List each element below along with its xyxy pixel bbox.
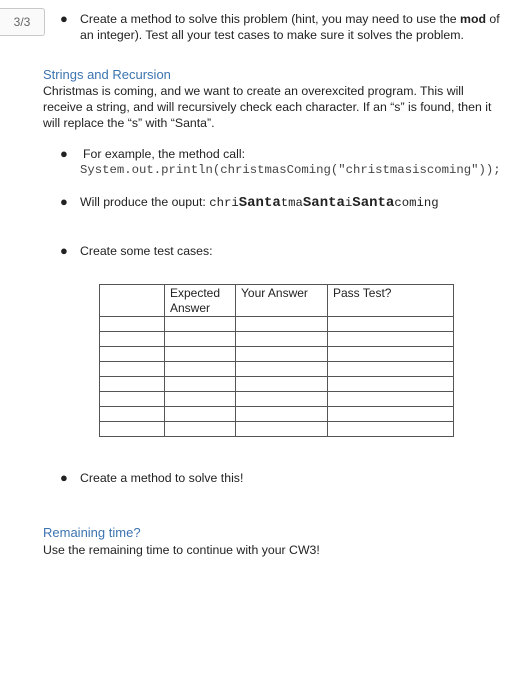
output-label: Will produce the ouput: [80,195,210,209]
table-cell[interactable] [328,332,454,347]
output-item [60,194,505,211]
test-cases-item [60,243,505,259]
table-cell[interactable] [236,392,328,407]
section-heading-remaining-time: Remaining time? [43,525,141,540]
table-cell[interactable] [236,377,328,392]
table-cell[interactable] [100,377,165,392]
table-cell[interactable] [165,422,236,437]
table-cell[interactable] [100,422,165,437]
table-header-row [100,285,454,317]
table-cell[interactable] [236,422,328,437]
table-header-cell [100,285,165,317]
table-cell[interactable] [236,362,328,377]
section-paragraph-remaining-time: Use the remaining time to continue with your CW3! [43,543,320,557]
table-header-cell: Your Answer [236,285,328,317]
table-cell[interactable] [165,377,236,392]
bullet-icon: ● [60,11,68,26]
task-instruction-item [60,11,505,43]
table-row [100,422,454,437]
table-cell[interactable] [328,347,454,362]
table-row [100,392,454,407]
table-cell[interactable] [100,347,165,362]
bullet-icon: ● [60,146,68,161]
table-cell[interactable] [100,407,165,422]
bullet-icon: ● [60,243,68,258]
example-code: System.out.println(christmasComing("christmasiscoming")); [80,163,501,177]
task-instruction-bold-mod: mod [460,12,487,26]
table-row [100,317,454,332]
bullet-icon: ● [60,194,68,209]
table-cell[interactable] [165,332,236,347]
task-instruction-text: Create a method to solve this problem (hint, you may need to use the mod of an integer). Test all your test cases to make sure it solves the problem. [80,12,500,42]
table-cell[interactable] [100,392,165,407]
table-header-cell: Expected Answer [165,285,236,317]
section-paragraph-strings-recursion: Christmas is coming, and we want to create an overexcited program. This will receive a string, and will recursively check each character. If an “s” is found, then it will replace the “s” with “Santa”. [43,84,492,130]
table-row [100,377,454,392]
table-row [100,407,454,422]
table-cell[interactable] [236,332,328,347]
solve-label: Create a method to solve this! [80,471,244,485]
example-item [60,146,505,178]
solve-item [60,470,505,486]
table-cell[interactable] [165,317,236,332]
table-row [100,362,454,377]
table-cell[interactable] [328,317,454,332]
test-cases-table [99,284,454,437]
table-cell[interactable] [236,347,328,362]
bullet-icon: ● [60,470,68,485]
table-cell[interactable] [236,317,328,332]
table-cell[interactable] [328,377,454,392]
table-cell[interactable] [100,332,165,347]
table-cell[interactable] [328,422,454,437]
table-header-cell: Pass Test? [328,285,454,317]
test-cases-label: Create some test cases: [80,244,213,258]
table-cell[interactable] [328,362,454,377]
table-cell[interactable] [328,392,454,407]
table-cell[interactable] [236,407,328,422]
table-cell[interactable] [165,407,236,422]
page-counter: 3/3 [0,8,45,36]
table-cell[interactable] [100,362,165,377]
output-text: Will produce the ouput: chriSantatmaSantaiSantacoming [80,195,439,211]
table-cell[interactable] [165,362,236,377]
table-cell[interactable] [100,317,165,332]
table-row [100,332,454,347]
table-row [100,347,454,362]
table-cell[interactable] [328,407,454,422]
table-cell[interactable] [165,392,236,407]
example-label: For example, the method call: [83,147,245,161]
section-heading-strings-recursion: Strings and Recursion [43,67,171,82]
table-cell[interactable] [165,347,236,362]
